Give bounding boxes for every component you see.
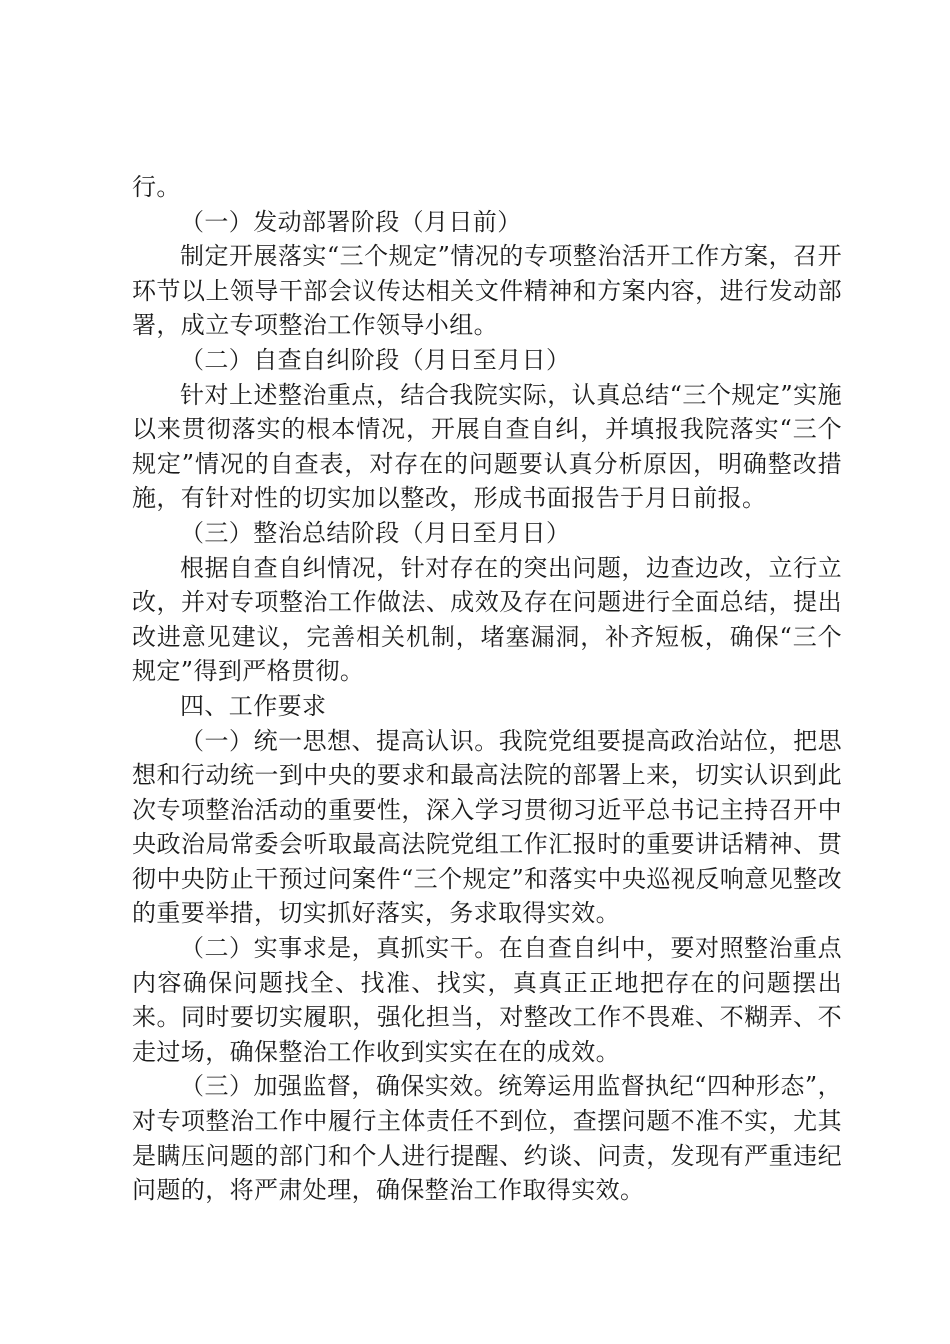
paragraph-summary: 根据自查自纠情况，针对存在的突出问题，边查边改，立行立改，并对专项整治工作做法、成效及存在问题进行全面总结，提出改进意见建议，完善相关机制，堵塞漏洞，补齐短板，确保“三个规定”得到严格贯彻。 <box>132 553 842 686</box>
section-heading-self-inspection: （二）自查自纠阶段（月日至月日） <box>180 345 571 374</box>
section-heading-requirements: 四、工作要求 <box>180 691 327 720</box>
document-body <box>132 170 842 1208</box>
section-heading-mobilization: （一）发动部署阶段（月日前） <box>180 207 522 236</box>
paragraph-continuation: 行。 <box>132 173 181 201</box>
section-heading-summary: （三）整治总结阶段（月日至月日） <box>180 518 571 547</box>
paragraph-mobilization: 制定开展落实“三个规定”情况的专项整治活开工作方案，召开环节以上领导干部会议传达相关文件精神和方案内容，进行发动部署，成立专项整治工作领导小组。 <box>132 242 842 340</box>
paragraph-requirement-practical: （二）实事求是，真抓实干。在自查自纠中，要对照整治重点内容确保问题找全、找准、找实，真真正正地把存在的问题摆出来。同时要切实履职，强化担当，对整改工作不畏难、不糊弄、不走过场，确保整治工作收到实实在在的成效。 <box>132 934 842 1066</box>
paragraph-self-inspection: 针对上述整治重点，结合我院实际，认真总结“三个规定”实施以来贯彻落实的根本情况，开展自查自纠，并填报我院落实“三个规定”情况的自查表，对存在的问题要认真分析原因，明确整改措施，有针对性的切实加以整改，形成书面报告于月日前报。 <box>132 380 842 513</box>
paragraph-requirement-unify: （一）统一思想、提高认识。我院党组要提高政治站位，把思想和行动统一到中央的要求和最高法院的部署上来，切实认识到此次专项整治活动的重要性，深入学习贯彻习近平总书记主持召开中央政治局常委会听取最高法院党组工作汇报时的重要讲话精神、贯彻中央防止干预过问案件“三个规定”和落实中央巡视反响意见整改的重要举措，切实抓好落实，务求取得实效。 <box>132 726 842 928</box>
paragraph-requirement-supervision: （三）加强监督，确保实效。统筹运用监督执纪“四种形态”，对专项整治工作中履行主体责任不到位，查摆问题不准不实，尤其是瞒压问题的部门和个人进行提醒、约谈、问责，发现有严重违纪问题的，将严肃处理，确保整治工作取得实效。 <box>132 1072 842 1205</box>
